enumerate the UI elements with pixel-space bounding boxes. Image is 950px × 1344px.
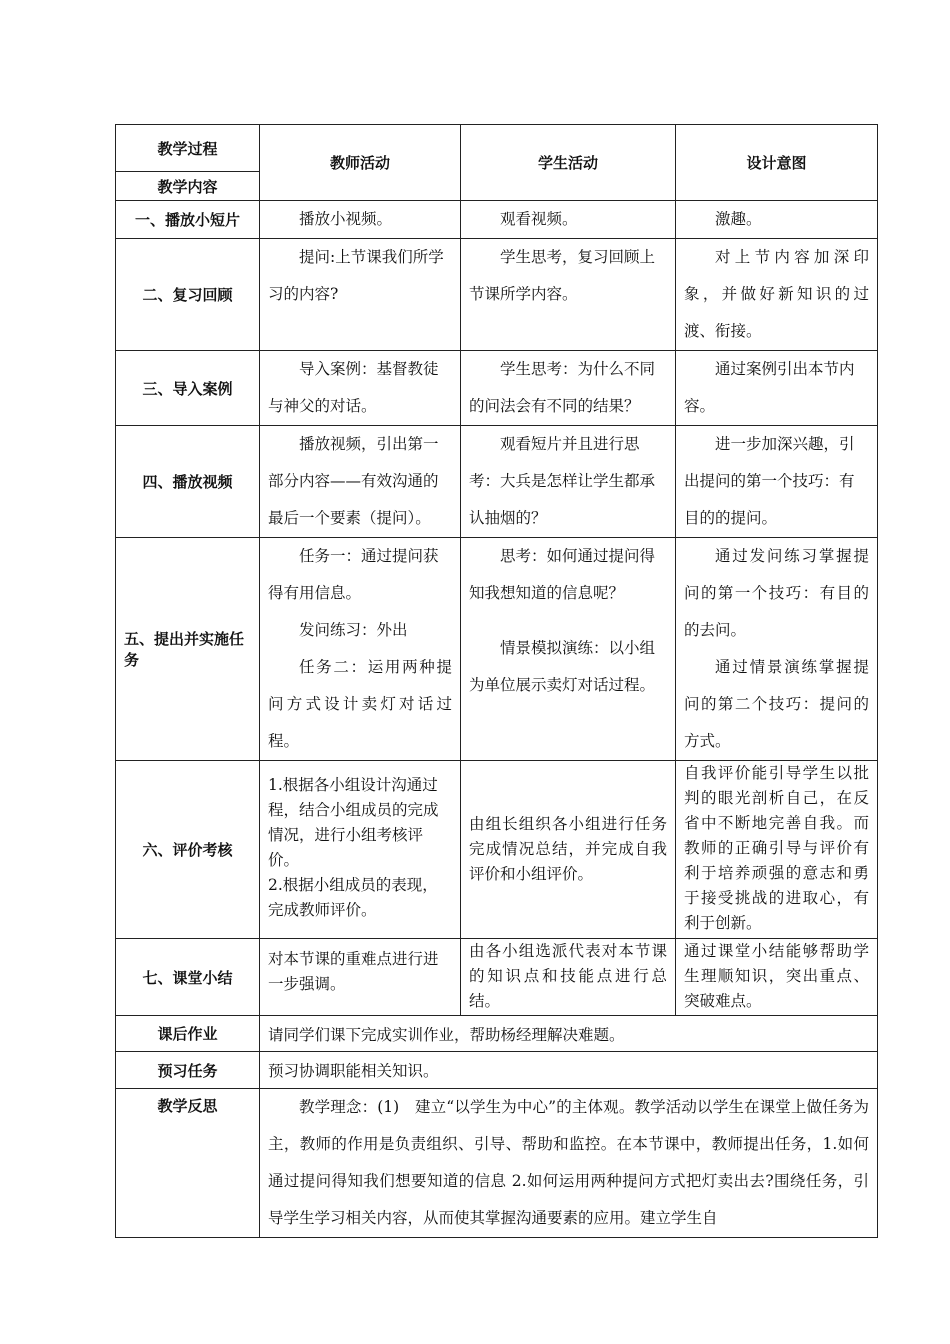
homework-text: 请同学们课下完成实训作业，帮助杨经理解决难题。 — [260, 1016, 878, 1052]
student-role-play: 情景模拟演练：以小组为单位展示卖灯对话过程。 — [469, 639, 656, 694]
table-row — [116, 761, 878, 939]
section-label: 六、评价考核 — [116, 761, 260, 939]
design-intent: 进一步加深兴趣，引出提问的第一个技巧：有目的的提问。 — [684, 435, 855, 527]
section-label: 三、导入案例 — [116, 351, 260, 426]
design-intent: 对上节内容加深印象，并做好新知识的过渡、衔接。 — [684, 248, 869, 340]
table-row — [116, 426, 878, 538]
header-design: 设计意图 — [676, 125, 878, 201]
homework-label: 课后作业 — [116, 1016, 260, 1052]
design-intent: 通过课堂小结能够帮助学生理顺知识，突出重点、突破难点。 — [684, 942, 869, 1010]
preview-text: 预习协调职能相关知识。 — [260, 1052, 878, 1089]
design-intent: 通过发问练习掌握提问的第一个技巧：有目的的去问。 — [684, 547, 869, 639]
section-label: 五、提出并实施任务 — [116, 538, 260, 761]
student-thinking: 思考：如何通过提问得知我想知道的信息呢？ — [469, 547, 656, 602]
teacher-activity: 导入案例：基督教徒与神父的对话。 — [268, 360, 439, 415]
table-row — [116, 351, 878, 426]
teacher-activity: 对本节课的重难点进行进一步强调。 — [268, 950, 439, 993]
teacher-activity: 2.根据小组成员的表现，完成教师评价。 — [268, 876, 438, 919]
section-label: 二、复习回顾 — [116, 239, 260, 351]
homework-row — [116, 1016, 878, 1052]
table-row — [116, 239, 878, 351]
header-student: 学生活动 — [461, 125, 676, 201]
reflection-row — [116, 1089, 878, 1238]
teacher-practice: 发问练习：外出 — [299, 621, 408, 639]
teacher-task-one: 任务一：通过提问获得有用信息。 — [268, 547, 439, 602]
teacher-task-two: 任务二：运用两种提问方式设计卖灯对话过程。 — [268, 658, 452, 750]
teacher-activity: 播放视频，引出第一部分内容——有效沟通的最后一个要素（提问）。 — [268, 435, 439, 527]
design-intent: 自我评价能引导学生以批判的眼光剖析自己，在反省中不断地完善自我。而教师的正确引导与评价有利于培养顽强的意志和勇于接受挑战的进取心，有利于创新。 — [684, 764, 869, 932]
preview-row — [116, 1052, 878, 1089]
student-activity: 学生思考，复习回顾上节课所学内容。 — [469, 248, 656, 303]
design-intent: 激趣。 — [715, 210, 762, 228]
section-label: 四、播放视频 — [116, 426, 260, 538]
reflection-label: 教学反思 — [116, 1089, 260, 1238]
section-label: 一、播放小短片 — [116, 201, 260, 239]
design-intent: 通过情景演练掌握提问的第二个技巧：提问的方式。 — [684, 658, 869, 750]
preview-label: 预习任务 — [116, 1052, 260, 1089]
teacher-activity: 播放小视频。 — [299, 210, 393, 228]
student-activity: 观看视频。 — [500, 210, 578, 228]
table-row — [116, 538, 878, 761]
student-activity: 由组长组织各小组进行任务完成情况总结，并完成自我评价和小组评价。 — [469, 815, 667, 883]
header-content: 教学内容 — [116, 172, 260, 201]
table-row — [116, 939, 878, 1016]
header-teacher: 教师活动 — [260, 125, 461, 201]
student-activity: 学生思考：为什么不同的问法会有不同的结果？ — [469, 360, 656, 415]
section-label: 七、课堂小结 — [116, 939, 260, 1016]
lesson-plan-table — [115, 124, 878, 1238]
student-activity: 观看短片并且进行思考：大兵是怎样让学生都承认抽烟的？ — [469, 435, 656, 527]
teacher-activity: 提问:上节课我们所学习的内容? — [268, 248, 444, 303]
table-row — [116, 201, 878, 239]
student-activity: 由各小组选派代表对本节课的知识点和技能点进行总结。 — [469, 942, 667, 1010]
teacher-activity: 1.根据各小组设计沟通过程，结合小组成员的完成情况，进行小组考核评价。 — [268, 776, 439, 869]
reflection-text: 教学理念：(1) 建立“以学生为中心”的主体观。教学活动以学生在课堂上做任务为主，教师的作用是负责组织、引导、帮助和监控。在本节课中，教师提出任务，1.如何通过提问得知我们想要知道的信息 2.如何运用两种提问方式把灯卖出去?围绕任务，引导学生学习相关内容，从而使其掌握沟通要素的应用。建立学生自 — [268, 1098, 869, 1227]
design-intent: 通过案例引出本节内容。 — [684, 360, 855, 415]
header-process: 教学过程 — [116, 125, 260, 172]
